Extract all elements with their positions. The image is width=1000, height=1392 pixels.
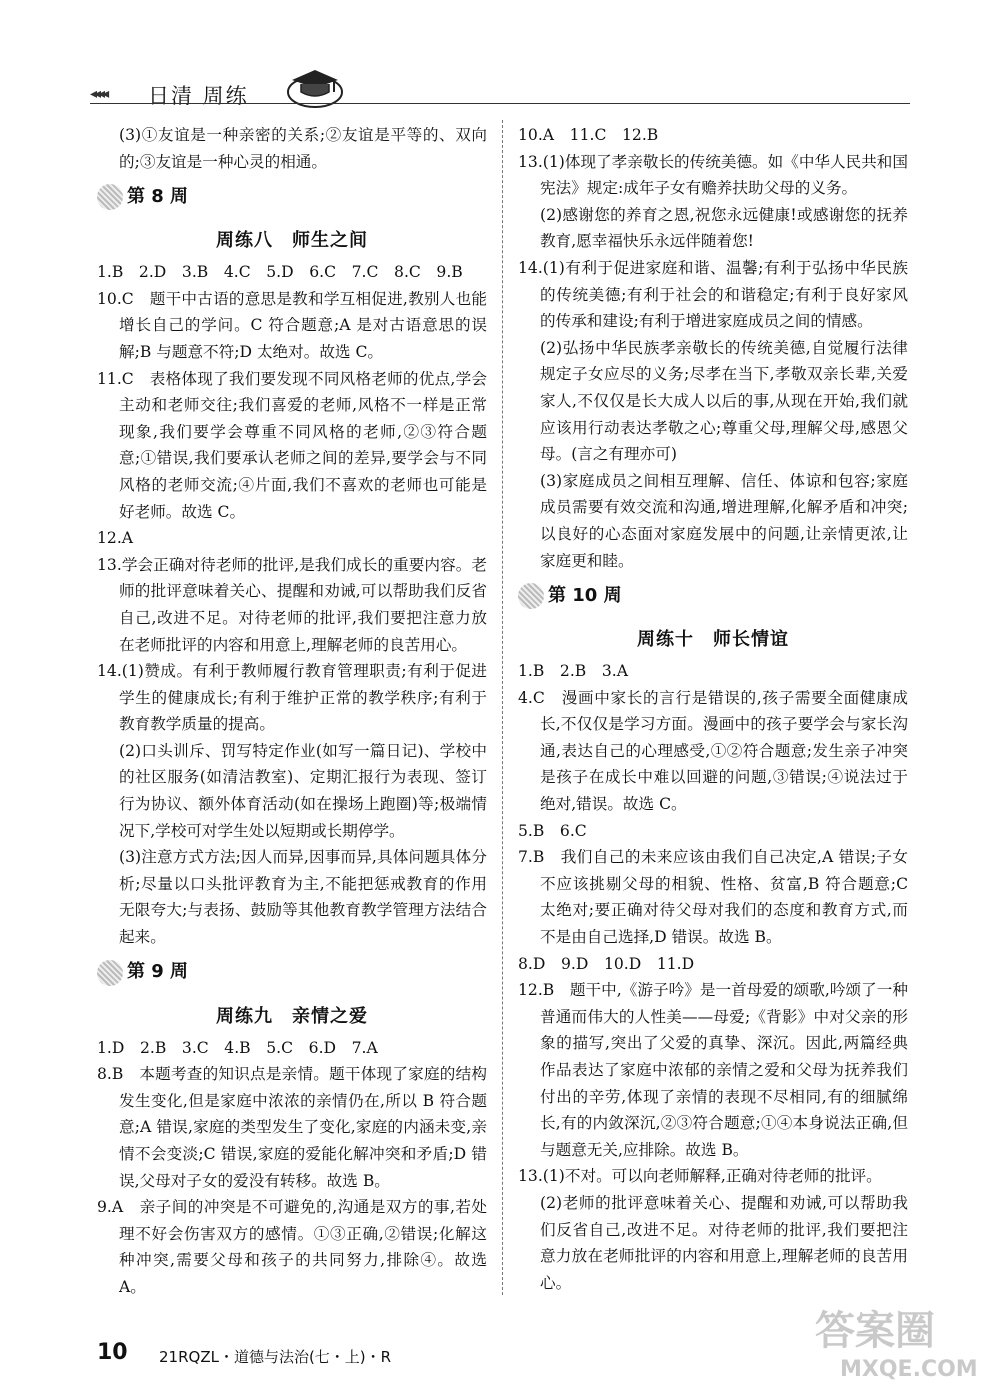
header-rule: [90, 103, 910, 104]
column-divider: [502, 120, 503, 1295]
section-title: 周练八 师生之间: [216, 230, 368, 252]
answer-item: 12.A: [97, 529, 134, 548]
book-code: 21RQZL・道德与法治(七・上)・R: [159, 1348, 392, 1366]
right-column: [518, 122, 908, 1296]
page-footer: [97, 1340, 392, 1366]
week-heading: [97, 177, 487, 217]
answer-item: 13.(1)不对。可以向老师解释,正确对待老师的批评。: [518, 1167, 882, 1186]
page-number: 10: [97, 1340, 128, 1365]
answer-item: 13.(1)体现了孝亲敬长的传统美德。如《中华人民共和国宪法》规定:成年子女有赡养扶助父母的义务。: [518, 152, 908, 198]
answer-item: (3)家庭成员之间相互理解、信任、体谅和包容;家庭成员需要有效交流和沟通,增进理解,化解矛盾和冲突;以良好的心态面对家庭发展中的问题,让亲情更浓,让家庭更和睦。: [540, 471, 908, 570]
answer-item: (3)①友谊是一种亲密的关系;②友谊是平等的、双向的;③友谊是一种心灵的相通。: [119, 126, 487, 171]
watermark-text: 答案圈: [815, 1308, 935, 1354]
page-header: [90, 78, 910, 108]
answer-item: (2)感谢您的养育之恩,祝您永远健康!或感谢您的抚养教育,愿幸福快乐永远伴随着您!: [540, 205, 908, 251]
week-badge-icon: [97, 184, 123, 210]
graduation-cap-logo-icon: [286, 64, 344, 108]
answer-item: 7.B 我们自己的未来应该由我们自己决定,A 错误;子女不应该挑剔父母的相貌、性格、贫富,B 符合题意;C 太绝对;要正确对待父母对我们的态度和教育方式,而不是由自己选择,D 错误。故选 B。: [518, 848, 908, 947]
answer-item: 13.学会正确对待老师的批评,是我们成长的重要内容。老师的批评意味着关心、提醒和劝诫,可以帮助我们反省自己,改进不足。对待老师的批评,我们要把注意力放在老师批评的内容和用意上,理解老师的良苦用心。: [97, 555, 487, 654]
answer-item: (2)口头训斥、罚写特定作业(如写一篇日记)、学校中的社区服务(如清洁教室)、定期汇报行为表现、签订行为协议、额外体育活动(如在操场上跑圈)等;极端情况下,学校可对学生处以短期或长期停学。: [119, 741, 487, 840]
left-column: [97, 122, 487, 1301]
week-heading: [97, 953, 487, 993]
watermark-url: MXQE.COM: [840, 1357, 978, 1382]
week-badge-icon: [97, 960, 123, 986]
section-title: 周练九 亲情之爱: [216, 1005, 368, 1027]
header-title: 日清 周练: [148, 84, 249, 108]
answer-item: 12.B 题干中,《游子吟》是一首母爱的颂歌,吟颂了一种普通而伟大的人性美——母爱;《背影》中对父亲的形象的描写,突出了父爱的真挚、深沉。因此,两篇经典作品表达了家庭中浓郁的亲情之爱和父母为抚养我们付出的辛劳,体现了亲情的表现不尽相同,有的细腻绵长,有的内敛深沉,②③符合题意;①④本身说法正确,但与题意无关,应排除。故选 B。: [518, 981, 908, 1159]
answer-item: 8.B 本题考查的知识点是亲情。题干体现了家庭的结构发生变化,但是家庭中浓浓的亲情仍在,所以 B 符合题意;A 错误,家庭的类型发生了变化,家庭的内涵未变,亲情不会变淡;C 错误,家庭的爱能化解冲突和矛盾;D 错误,父母对子女的爱没有转移。故选 B。: [97, 1065, 487, 1190]
week-label: 第 9 周: [127, 961, 189, 983]
answer-item: 10.A 11.C 12.B: [518, 126, 659, 144]
week-heading: [518, 576, 908, 616]
week-label: 第 8 周: [127, 185, 189, 207]
answer-item: 9.A 亲子间的冲突是不可避免的,沟通是双方的事,若处理不好会伤害双方的感情。①③正确,②错误;化解这种冲突,需要父母和孩子的共同努力,排除④。故选 A。: [97, 1198, 487, 1296]
week-badge-icon: [518, 583, 544, 609]
answer-item: 8.D 9.D 10.D 11.D: [518, 954, 695, 973]
watermark-logo-icon: [810, 1296, 985, 1386]
answer-item: 10.C 题干中古语的意思是教和学互相促进,教别人也能增长自己的学问。C 符合题意;A 是对古语意思的误解;B 与题意不符;D 太绝对。故选 C。: [97, 289, 487, 361]
answer-item: 14.(1)有利于促进家庭和谐、温馨;有利于弘扬中华民族的传统美德;有利于社会的和谐稳定;有利于良好家风的传承和建设;有利于增进家庭成员之间的情感。: [518, 258, 908, 331]
answer-item: (3)注意方式方法;因人而异,因事而异,具体问题具体分析;尽量以口头批评教育为主,不能把惩戒教育的作用无限夸大;与表扬、鼓励等其他教育教学管理方法结合起来。: [119, 848, 487, 947]
answer-item: 5.B 6.C: [518, 821, 587, 840]
section-title: 周练十 师长情谊: [637, 629, 789, 651]
header-arrows: ◂◂◂◂: [90, 86, 107, 102]
answer-item: 4.C 漫画中家长的言行是错误的,孩子需要全面健康成长,不仅仅是学习方面。漫画中的孩子要学会与家长沟通,表达自己的心理感受,①②符合题意;发生亲子冲突是孩子在成长中难以回避的问题,③错误;④说法过于绝对,错误。故选 C。: [518, 688, 908, 814]
answer-item: 1.B 2.B 3.A: [518, 662, 629, 681]
answer-item: (2)老师的批评意味着关心、提醒和劝诫,可以帮助我们反省自己,改进不足。对待老师的批评,我们要把注意力放在老师批评的内容和用意上,理解老师的良苦用心。: [540, 1193, 908, 1292]
week-label: 第 10 周: [548, 584, 622, 606]
answer-item: 1.B 2.D 3.B 4.C 5.D 6.C 7.C 8.C 9.B: [97, 263, 463, 282]
answer-item: 1.D 2.B 3.C 4.B 5.C 6.D 7.A: [97, 1038, 378, 1057]
answer-item: (2)弘扬中华民族孝亲敬长的传统美德,自觉履行法律规定子女应尽的义务;尽孝在当下,孝敬双亲长辈,关爱家人,不仅仅是长大成人以后的事,从现在开始,我们就应该用行动表达孝敬之心;尊重父母,理解父母,感恩父母。(言之有理亦可): [540, 338, 908, 464]
answer-item: 14.(1)赞成。有利于教师履行教育管理职责;有利于促进学生的健康成长;有利于维护正常的教学秩序;有利于教育教学质量的提高。: [97, 662, 487, 734]
answer-item: 11.C 表格体现了我们要发现不同风格老师的优点,学会主动和老师交往;我们喜爱的老师,风格不一样是正常现象,我们要学会尊重不同风格的老师,②③符合题意;①错误,我们要承认老师之间的差异,要学会与不同风格的老师交流;④片面,我们不喜欢的老师也可能是好老师。故选 C。: [97, 369, 487, 521]
